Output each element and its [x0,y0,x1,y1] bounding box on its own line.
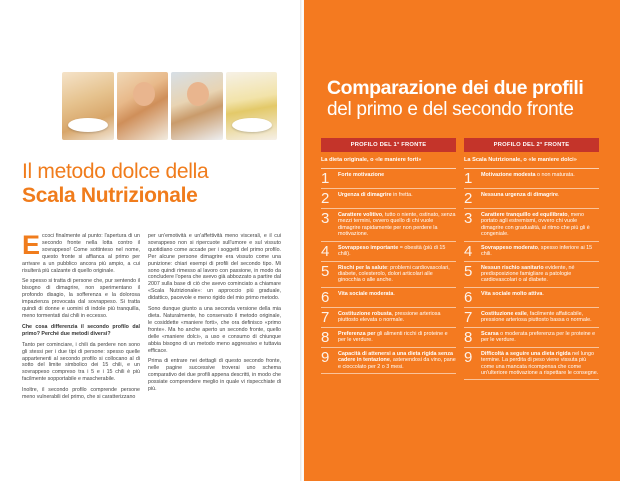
paragraph-text: ccoci finalmente al punto: l'apertura di un secondo fronte nella lotta contro il sovrappeso! Come sottinteso nel nome, questo fronte si affianca al primo per arrivare a un pubblico ancora più ampio, a cui risulterà più calzante di quello originale. [22,233,140,274]
item-number: 4 [321,242,330,260]
face-shape [187,82,209,106]
profile-item [321,308,456,328]
question-heading: Che cosa differenzia il secondo profilo dal primo? Perché due metodi diversi? [22,323,140,337]
paragraph: Inoltre, il secondo profilo comprende persone meno vulnerabili del primo, che si caratterizzano [22,387,140,401]
profile-item [464,169,599,189]
profile-header: PROFILO DEL 2° FRONTE [464,138,599,152]
profile-item [464,328,599,348]
item-number: 6 [464,288,473,306]
profile-subtitle: La Scala Nutrizionale, o «le maniere dolci» [464,152,599,169]
profile-column-2 [464,138,599,380]
left-page [0,0,302,481]
item-number: 7 [321,308,330,326]
plate-shape [68,118,108,132]
item-text: Costituzione esile, facilmente affaticabile, pressione arteriosa piuttosto bassa o normale. [481,310,592,324]
profile-column-1 [321,138,456,374]
right-title-line2: del primo e del secondo fronte [327,99,574,120]
item-number: 9 [321,348,330,366]
item-text: Carattere tranquillo ed equilibrato, meno portato agli estremismi, ovvero chi vuole dimagrire con gradualità, al ritmo che più gli è congeniale. [481,212,590,238]
face-shape [133,82,155,106]
profile-list [464,169,599,380]
paragraph: Sono dunque giunto a una seconda versione della mia dieta. Naturalmente, ho conservato il metodo originale, le cosiddette «maniere forti», che ora definisco «primo fronte». Ma ho anche aperto un secondo fronte, quello delle «maniere dolci», a uso e consumo di chiunque abbia bisogno di un metodo meno aggressivo e tuttavia efficace. [148,306,281,354]
photo-man-eating [171,72,223,140]
paragraph [22,230,140,274]
profile-item [321,262,456,288]
profile-item [464,242,599,262]
body-column-1 [22,230,140,405]
item-number: 1 [321,170,330,187]
item-text: Sovrappeso moderato, spesso inferiore ai 15 chili. [481,244,593,258]
item-text: Costituzione robusta, pressione arteriosa piuttosto elevata o normale. [338,310,441,324]
item-text: Difficoltà a seguire una dieta rigida nel lungo termine. La perdita di peso viene vissuta più come una mancata ricompensa che come un'ulteriore motivazione a rispettare le consegne. [481,350,599,377]
item-text: Rischi per la salute: problemi cardiovascolari, diabete, colesterolo, dolori articolari alle ginocchia o alle anche. [338,264,450,284]
profile-item [464,189,599,209]
dropcap: E [22,230,41,260]
item-number: 3 [321,210,330,227]
item-number: 4 [464,242,473,260]
photo-dessert [226,72,278,140]
profile-item [464,288,599,308]
profile-item [321,169,456,189]
profile-item [321,288,456,308]
item-number: 7 [464,308,473,326]
paragraph: Prima di entrare nei dettagli di questo secondo fronte, nelle pagine successive troverai uno schema comparativo dei due profili appena descritti, in modo che possiate comprendere meglio in quale vi rispecchiate di più. [148,358,281,393]
plate-shape [232,118,272,132]
right-title-line1: Comparazione dei due profili [327,77,584,99]
profile-item [321,189,456,209]
photo-strip [62,72,277,140]
item-text: Scarsa o moderata preferenza per le proteine e per le verdure. [481,330,596,344]
item-text: Motivazione modesta o non maturata. [481,172,575,178]
item-number: 6 [321,288,330,306]
profile-item [464,209,599,242]
profile-item [464,348,599,381]
body-column-2 [148,233,281,397]
profile-header: PROFILO DEL 1° FRONTE [321,138,456,152]
profile-subtitle: La dieta originale, o «le maniere forti» [321,152,456,169]
profile-item [321,209,456,242]
item-number: 1 [464,170,473,187]
item-text: Urgenza di dimagrire in fretta. [338,192,413,198]
photo-cake-slice [62,72,114,140]
photo-woman-eating [117,72,169,140]
left-title [22,160,292,208]
profile-item [464,308,599,328]
right-title [327,77,617,121]
profile-item [321,242,456,262]
right-page [304,0,620,481]
profile-item [464,262,599,288]
item-number: 8 [464,328,473,346]
item-number: 5 [464,262,473,280]
item-text: Nessuna urgenza di dimagrire. [481,192,560,198]
item-number: 2 [321,190,330,207]
item-text: Carattere volitivo, tutto o niente, ostinato, senza mezzi termini, ovvero quello di chi vuole dimagrire rapidamente per non perdere la motivazione. [338,212,456,238]
item-text: Capacità di attenersi a una dieta rigida senza cadere in tentazione, astenendosi da vino, pane e cioccolato per 2 o 3 mesi. [338,350,456,370]
item-text: Preferenza per gli alimenti ricchi di proteine e per le verdure. [338,330,448,344]
item-number: 8 [321,328,330,346]
item-number: 9 [464,348,473,366]
item-text: Sovrappeso importante = obesità (più di 15 chili). [338,244,446,258]
left-title-line2: Scala Nutrizionale [22,184,198,207]
item-text: Nessun rischio sanitario evidente, né predisposizione famigliare a patologie cardiovascolari o al diabete. [481,264,575,284]
paragraph: Se spesso si tratta di persone che, pur sentendo il bisogno di dimagrire, non sperimentano il profondo disagio, la sofferenza e la dolorosa impazienza provocata dal sovrappeso. Si tratta quindi di donne e uomini di indole più tranquilla, meno tormentati dai chili in eccesso. [22,278,140,319]
paragraph: per un'emotività e un'affettività meno viscerali, e il cui sovrappeso non si ripercuote sull'umore e sul vissuto quotidiano come accade per i soggetti del primo profilo. Per alcune persone dimagrire era vissuto come una punizione: chiari esempi di profili del secondo tipo. Mi sono quindi rimesso al lavoro con passione, in modo da concludere l'opera che avevo già abbozzato a partire dal 2007 sulla base di ciò che avevo cominciato a chiamare «Scala Nutrizionale»: un approccio più graduale, didattico, pacevole e meno rigido del mio primo metodo. [148,233,281,302]
item-number: 2 [464,190,473,207]
item-number: 3 [464,210,473,227]
paragraph: Tanto per cominciare, i chili da perdere non sono gli stessi per i due tipi di persone: spesso quelle appartenenti al secondo profilo si collocano al di sotto del limite simbolico dei 15 chili, e un sovrappeso compreso tra i 5 e i 15 chili è più facilmente sopportabile e mascherabile. [22,341,140,383]
item-text: Vita sociale moderata. [338,290,395,297]
left-title-line1: Il metodo dolce della [22,160,209,183]
item-text: Forte motivazione [338,172,385,178]
profile-item [321,348,456,374]
item-text: Vita sociale molto attiva. [481,290,544,297]
item-number: 5 [321,262,330,280]
profile-item [321,328,456,348]
profile-list [321,169,456,374]
